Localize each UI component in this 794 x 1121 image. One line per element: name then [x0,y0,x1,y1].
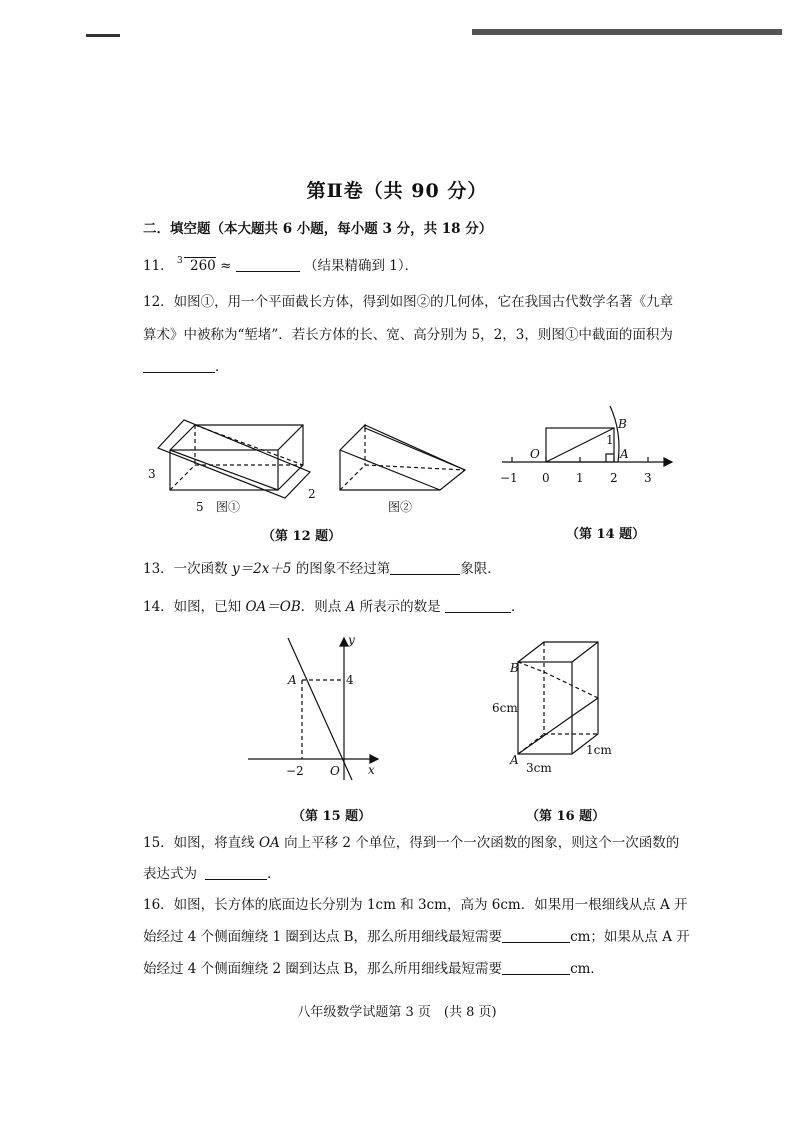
diagonal-OB [546,428,614,462]
fig12-label-5: 5 [196,500,204,514]
fig2-label: 图② [388,500,413,514]
answer-blank-13[interactable] [390,560,460,575]
label-4: 4 [346,673,354,687]
q14-end: ． [510,599,525,615]
tick-0: 0 [542,471,550,485]
q13-tail: 象限． [460,561,501,577]
answer-blank-15[interactable] [205,865,267,880]
tick-3: 3 [644,471,652,485]
point-B: B [510,661,519,675]
point-A: A [510,753,519,767]
fig1-label: 图① [216,500,241,514]
q14-tail: 所表示的数是 [355,599,445,615]
q15-end: ． [267,866,281,882]
q13-function: y＝2x＋5 [231,561,292,577]
q11-number: 11． [143,258,174,274]
caption-16: （第 16 题） [526,809,606,824]
q16-line1: 16．如图，长方体的底面边长分别为 1cm 和 3cm，高为 6cm．如果用一根细线从点 A 开 [143,897,688,913]
point-A: A [620,447,629,461]
fill-heading: 二．填空题（本大题共 6 小题，每小题 3 分，共 18 分） [143,221,493,237]
q12-line1: 12．如图①，用一个平面截长方体，得到如图②的几何体，它在我国古代数学名著《九章 [143,294,674,310]
fig12-label-3: 3 [148,467,156,481]
x-label: x [368,763,375,777]
page-footer: 八年级数学试题第 3 页 (共 8 页) [297,1005,497,1020]
q13-mid: 的图象不经过第 [291,561,391,577]
q14-mid: ．则点 [300,599,346,615]
tick-neg1: −1 [500,471,518,485]
q16-text-a: 始经过 4 个侧面缠绕 1 圈到达点 B，那么所用细线最短需要 [143,929,503,945]
q16-text-b: cm；如果从点 A 开 [570,929,690,945]
caption-12: （第 12 题） [262,529,342,544]
point-A: A [288,673,297,687]
answer-blank-12[interactable] [143,358,215,373]
q16-line3 [143,960,604,978]
q11-tail: （结果精确到 1）． [303,258,419,274]
origin-O: O [330,764,340,778]
radicand: 260 [184,257,216,274]
question-11 [143,257,418,275]
q14-point: A [345,599,356,615]
q15-text-a: 15．如图，将直线 [143,835,259,851]
q15-line1 [143,834,679,852]
q14-prefix: 14．如图，已知 [143,599,246,615]
tick-2: 2 [610,471,618,485]
q12-line2: 算术》中被称为“堑堵”．若长方体的长、宽、高分别为 5，2，3，则图①中截面的面积为 [143,327,673,343]
width-label: 3cm [526,761,552,775]
root-index: 3 [176,256,183,266]
scan-mark-left [86,34,120,37]
fig12-label-2: 2 [308,487,316,501]
caption-15: （第 15 题） [292,809,372,824]
question-14 [143,598,524,616]
y-label: y [348,633,355,647]
cube-root [178,257,216,275]
answer-blank-16a[interactable] [502,928,570,943]
approx-sign: ≈ [220,258,232,274]
q13-prefix: 13．一次函数 [143,561,232,577]
q14-equation: OA＝OB [245,599,301,615]
point-B: B [618,417,627,431]
q16-text-d: cm． [570,961,604,977]
q15-text-b: 向上平移 2 个单位，得到一个一次函数的图象，则这个一次函数的 [279,835,680,851]
q16-line2 [143,928,690,946]
answer-blank-11[interactable] [236,257,300,272]
caption-14: （第 14 题） [566,527,646,542]
q15-oa: OA [258,835,280,851]
figure-15 [244,632,384,782]
q16-text-c: 始经过 4 个侧面缠绕 2 圈到达点 B，那么所用细线最短需要 [143,961,503,977]
tick-1: 1 [576,471,584,485]
q15-text-c: 表达式为 [143,866,197,882]
point-O: O [530,447,540,461]
q15-line2 [143,865,281,883]
answer-blank-14[interactable] [445,598,511,613]
section-title: 第Ⅱ卷（共 90 分） [306,180,488,202]
height-label: 6cm [492,701,518,715]
box-front-face [518,662,572,754]
q12-tail: ． [215,359,229,375]
figure-14 [494,404,684,494]
question-13 [143,560,501,578]
depth-label: 1cm [586,743,612,757]
label-1: 1 [606,433,614,447]
q12-line3 [143,358,229,376]
answer-blank-16b[interactable] [502,960,570,975]
figure-12 [140,410,480,520]
label-neg2: −2 [286,764,304,778]
figure-16 [492,632,636,782]
scan-mark-right [472,29,782,35]
